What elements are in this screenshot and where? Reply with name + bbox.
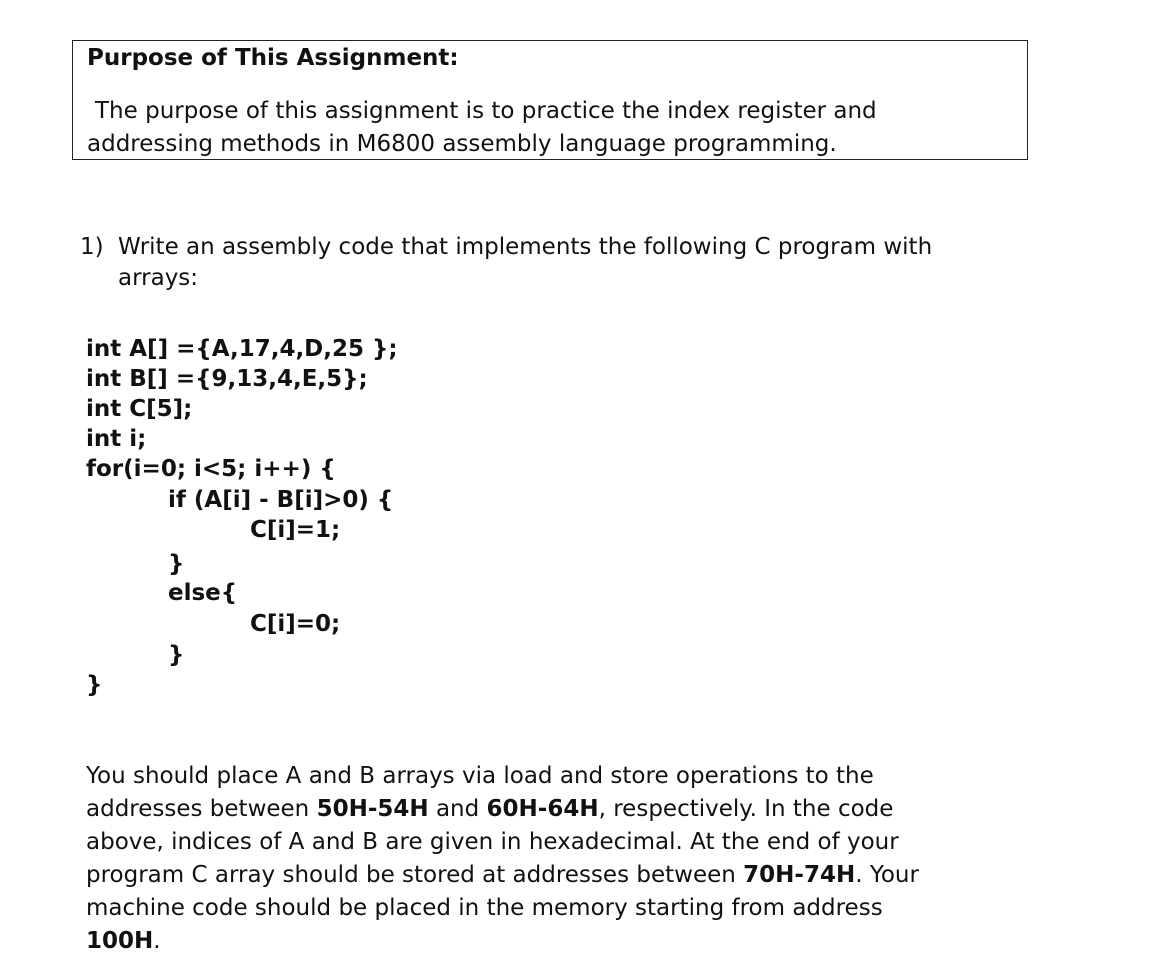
code-line: } xyxy=(168,642,185,668)
question-line-1 xyxy=(80,232,932,263)
address-range-b: 60H-64H xyxy=(486,796,599,822)
code-line: int C[5]; xyxy=(86,396,193,422)
purpose-title: Purpose of This Assignment: xyxy=(87,45,459,71)
code-line: int i; xyxy=(86,426,147,452)
purpose-line-1: The purpose of this assignment is to practice the index register and xyxy=(95,98,877,124)
address-range-a: 50H-54H xyxy=(316,796,429,822)
code-line: else{ xyxy=(168,580,238,606)
question-number: 1) xyxy=(80,234,104,260)
code-line: } xyxy=(168,551,185,577)
instructions-line-3: above, indices of A and B are given in hexadecimal. At the end of your xyxy=(86,829,899,855)
code-line: } xyxy=(86,672,103,698)
purpose-text xyxy=(87,95,877,161)
instructions-line-4 xyxy=(86,859,919,892)
instructions-line-2 xyxy=(86,793,919,826)
instructions-line-1: You should place A and B arrays via load and store operations to the xyxy=(86,763,874,789)
instructions-text: . xyxy=(153,928,161,954)
code-line: C[i]=1; xyxy=(250,517,341,543)
code-line: C[i]=0; xyxy=(250,611,341,637)
address-range-c: 70H-74H xyxy=(743,862,856,888)
code-line: for(i=0; i<5; i++) { xyxy=(86,456,336,482)
instructions-line-6 xyxy=(86,925,919,958)
question-1 xyxy=(80,232,932,294)
purpose-line-2: addressing methods in M6800 assembly language programming. xyxy=(87,131,837,157)
code-line: int A[] ={A,17,4,D,25 }; xyxy=(86,336,398,362)
purpose-box xyxy=(72,40,1028,160)
instructions-text: addresses between xyxy=(86,796,317,822)
instructions-paragraph xyxy=(86,760,919,958)
instructions-text: . Your xyxy=(855,862,919,888)
question-line-2: arrays: xyxy=(118,265,199,291)
instructions-text: , respectively. In the code xyxy=(598,796,894,822)
instructions-text: program C array should be stored at addresses between xyxy=(86,862,744,888)
instructions-text: and xyxy=(428,796,487,822)
instructions-line-5: machine code should be placed in the memory starting from address xyxy=(86,895,883,921)
code-line: int B[] ={9,13,4,E,5}; xyxy=(86,366,368,392)
code-line: if (A[i] - B[i]>0) { xyxy=(168,487,394,513)
question-text-1: Write an assembly code that implements the following C program with xyxy=(118,234,933,260)
start-address: 100H xyxy=(86,928,154,954)
